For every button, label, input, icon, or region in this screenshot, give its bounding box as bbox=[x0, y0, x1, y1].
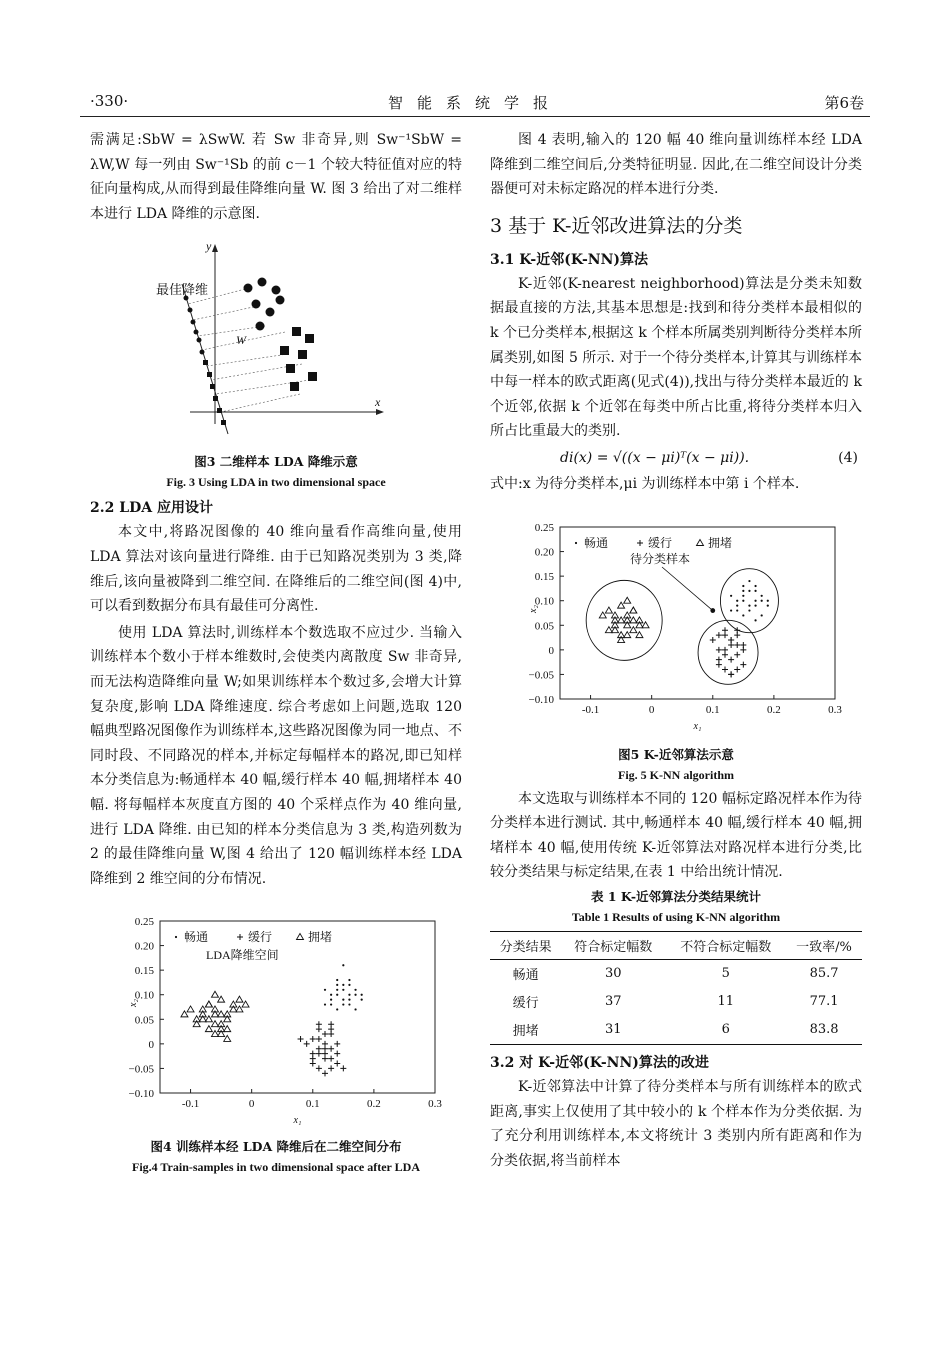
data-point bbox=[728, 637, 734, 643]
data-point bbox=[716, 646, 722, 652]
data-point bbox=[342, 989, 344, 991]
x-tick-label: -0.1 bbox=[181, 1098, 200, 1111]
data-point bbox=[316, 1036, 322, 1042]
figure-4-caption-en: Fig.4 Train-samples in two dimensional space after LDA bbox=[131, 1160, 420, 1175]
legend-label: 畅通 bbox=[184, 930, 209, 945]
data-point bbox=[754, 599, 756, 601]
paragraph: 需满足:SbW = λSwW. 若 Sw 非奇异,则 Sw⁻¹SbW = λW,W 每一列由 Sw⁻¹Sb 的前 c－1 个较大特征值对应的特征向量构成,从而得到最佳降维向量 W. 图 3 给出了对二维样本进行 LDA 降维的示意图. bbox=[90, 132, 462, 222]
data-point bbox=[742, 584, 744, 586]
y-tick-label: −0.05 bbox=[528, 668, 554, 681]
data-point bbox=[342, 964, 344, 966]
data-point bbox=[348, 979, 350, 981]
data-point bbox=[310, 1056, 316, 1062]
data-point bbox=[748, 604, 750, 606]
data-point bbox=[710, 637, 716, 643]
y-tick-label: 0.20 bbox=[534, 546, 554, 559]
data-point bbox=[348, 999, 350, 1001]
data-point bbox=[754, 589, 756, 591]
data-point bbox=[767, 604, 769, 606]
figure-5-chart bbox=[490, 519, 862, 741]
data-point bbox=[722, 666, 728, 672]
data-point bbox=[342, 1004, 344, 1006]
table-header: 分类结果 bbox=[490, 931, 561, 959]
cluster-circle-slow bbox=[698, 620, 758, 684]
y-tick-label: −0.10 bbox=[528, 693, 554, 706]
data-point bbox=[328, 1046, 334, 1052]
y-axis-label: x₂ bbox=[128, 999, 139, 1008]
data-point bbox=[736, 599, 738, 601]
data-point bbox=[330, 994, 332, 996]
legend-marker bbox=[237, 934, 243, 940]
table-cell: 畅通 bbox=[512, 968, 539, 984]
data-point bbox=[734, 641, 740, 647]
x-tick-label: 0.3 bbox=[828, 703, 842, 716]
fig3-label-best: 最佳降维 bbox=[156, 282, 209, 298]
data-point bbox=[336, 979, 338, 981]
legend-marker bbox=[637, 540, 643, 546]
data-point bbox=[304, 1041, 310, 1047]
figure-3 bbox=[90, 234, 462, 452]
right-column bbox=[490, 128, 862, 1173]
plot-frame bbox=[160, 921, 435, 1093]
data-point bbox=[754, 619, 756, 621]
y-tick-label: 0 bbox=[148, 1039, 154, 1052]
data-point bbox=[342, 999, 344, 1001]
data-point bbox=[354, 994, 356, 996]
data-point bbox=[324, 989, 326, 991]
table-cell: 缓行 bbox=[512, 996, 539, 1012]
data-point bbox=[754, 604, 756, 606]
annotation-arrow bbox=[662, 567, 713, 611]
figure-5-caption-cn: 图5 K-近邻算法示意 bbox=[618, 746, 734, 762]
figure-4 bbox=[90, 913, 462, 1131]
table-cell: 30 bbox=[605, 966, 622, 982]
table-header: 一致率/% bbox=[786, 931, 862, 959]
figure-3-diagram bbox=[90, 234, 462, 452]
table-row bbox=[490, 988, 862, 1016]
fig3-label-y: y bbox=[206, 239, 212, 254]
fig3-label-x: x bbox=[375, 395, 381, 410]
journal-title: 智能系统学报 bbox=[387, 94, 562, 112]
data-point bbox=[630, 607, 637, 613]
y-tick-label: −0.10 bbox=[128, 1088, 154, 1101]
data-point bbox=[348, 994, 350, 996]
figure-3-caption-cn: 图3 二维样本 LDA 降维示意 bbox=[194, 454, 358, 470]
data-point bbox=[716, 656, 722, 662]
data-point bbox=[348, 1004, 350, 1006]
data-point bbox=[728, 656, 734, 662]
data-point bbox=[748, 609, 750, 611]
data-point bbox=[322, 1071, 328, 1077]
y-tick-label: 0.10 bbox=[534, 595, 554, 608]
data-point bbox=[754, 584, 756, 586]
y-tick-label: 0.20 bbox=[134, 940, 154, 953]
data-point bbox=[361, 999, 363, 1001]
table-1-title-en: Table 1 Results of using K-NN algorithm bbox=[571, 909, 781, 924]
table-cell: 77.1 bbox=[809, 994, 839, 1010]
data-point bbox=[722, 627, 728, 633]
data-point bbox=[322, 1041, 328, 1047]
data-point bbox=[187, 1006, 194, 1012]
data-point bbox=[736, 609, 738, 611]
x-tick-label: 0.2 bbox=[367, 1098, 381, 1111]
data-point bbox=[212, 991, 219, 997]
data-point bbox=[316, 1066, 322, 1072]
data-point bbox=[361, 994, 363, 996]
paragraph: 图 4 表明,输入的 120 幅 40 维向量训练样本经 LDA 降维到二维空间后,分类特征明显. 因此,在二维空间设计分类器便可对未标定路况的样本进行分类. bbox=[490, 132, 862, 198]
equation-4-body: di(x) = √((x − μi)ᵀ(x − μi)). bbox=[560, 449, 750, 466]
data-point bbox=[742, 594, 744, 596]
paragraph: 本文中,将路况图像的 40 维向量看作高维向量,使用 LDA 算法对该向量进行降维. 由于已知路况类别为 3 类,降维后,该向量被降到二维空间. 在降维后的二维空间(图 4)中,可以看到数据分布具有最佳可分离性. bbox=[90, 524, 462, 615]
data-point bbox=[322, 1031, 328, 1037]
data-point bbox=[624, 597, 631, 603]
x-tick-label: 0.1 bbox=[705, 703, 720, 716]
y-tick-label: −0.05 bbox=[128, 1063, 154, 1076]
legend-label: 畅通 bbox=[584, 535, 609, 550]
table-header: 不符合标定幅数 bbox=[665, 931, 786, 959]
equation-4-number: (4) bbox=[838, 449, 858, 466]
y-tick-label: 0.05 bbox=[134, 1014, 154, 1027]
data-point bbox=[761, 594, 763, 596]
figure-5-caption-en: Fig. 5 K-NN algorithm bbox=[618, 767, 734, 782]
table-cell: 37 bbox=[605, 994, 622, 1010]
x-tick-label: 0.3 bbox=[428, 1098, 442, 1111]
data-point bbox=[722, 646, 728, 652]
x-tick-label: 0.1 bbox=[305, 1098, 320, 1111]
data-point bbox=[734, 666, 740, 672]
y-tick-label: 0.25 bbox=[134, 916, 154, 929]
equation-4 bbox=[490, 444, 862, 472]
table-1-title-cn: 表 1 K-近邻算法分类结果统计 bbox=[590, 888, 762, 904]
legend-marker bbox=[697, 539, 704, 545]
data-point bbox=[730, 594, 732, 596]
data-point bbox=[630, 607, 637, 613]
data-point bbox=[761, 614, 763, 616]
paragraph: K-近邻(K-nearest neighborhood)算法是分类未知数据最直接的方法,其基本思想是:找到和待分类样本最相似的 k 个已分类样本,根据这 k 个样本所属类别判断待分类样本所属类别,如图 5 所示. 对于一个待分类样本,计算其与训练样本中每一样本的欧式距离(见式(4)),找出与待分类样本最近的 k 个近邻,依据 k 个近邻在每类中所占比重,将待分类样本归入所占比重最大的类别. bbox=[490, 275, 862, 440]
data-point bbox=[330, 1004, 332, 1006]
left-column bbox=[90, 128, 462, 1177]
cluster-circle-congested bbox=[586, 580, 662, 660]
x-tick-label: 0 bbox=[248, 1098, 255, 1111]
fig3-label-w: W bbox=[236, 333, 246, 348]
legend-label: 缓行 bbox=[648, 535, 673, 550]
data-point bbox=[328, 1066, 334, 1072]
page-number: ·330· bbox=[90, 92, 129, 110]
cluster-circle-smooth bbox=[720, 568, 778, 632]
data-point bbox=[730, 609, 732, 611]
paragraph: K-近邻算法中计算了待分类样本与所有训练样本的欧式距离,事实上仅使用了其中较小的 k 个样本作为分类依据. 为了充分利用训练样本,本文将统计 3 类别内所有距离和作为分类依据,将当前样本 bbox=[490, 1078, 862, 1169]
section-2-2-heading: 2.2 LDA 应用设计 bbox=[90, 500, 213, 517]
data-point bbox=[354, 1009, 356, 1011]
table-cell: 11 bbox=[717, 994, 734, 1010]
data-point bbox=[316, 1021, 322, 1027]
paragraph: 式中:x 为待分类样本,μi 为训练样本中第 i 个样本. bbox=[490, 475, 800, 492]
figure-3-caption-en: Fig. 3 Using LDA in two dimensional space bbox=[166, 475, 386, 490]
data-point bbox=[748, 589, 750, 591]
data-point bbox=[740, 641, 746, 647]
data-point bbox=[298, 1036, 304, 1042]
table-row bbox=[490, 1016, 862, 1045]
data-point bbox=[205, 1001, 212, 1007]
data-point bbox=[205, 1001, 212, 1007]
legend-marker bbox=[297, 934, 304, 940]
data-point bbox=[716, 632, 722, 638]
data-point bbox=[316, 1046, 322, 1052]
data-point bbox=[761, 599, 763, 601]
plot-frame bbox=[560, 527, 835, 699]
section-3-heading: 3 基于 K-近邻改进算法的分类 bbox=[490, 214, 743, 237]
data-point bbox=[748, 579, 750, 581]
legend-label: 拥堵 bbox=[708, 535, 733, 550]
section-3-2-heading: 3.2 对 K-近邻(K-NN)算法的改进 bbox=[490, 1054, 709, 1071]
data-point bbox=[334, 1051, 340, 1057]
table-row bbox=[490, 959, 862, 988]
data-point bbox=[336, 984, 338, 986]
paragraph: 本文选取与训练样本不同的 120 幅标定路况样本作为待分类样本进行测试. 其中,畅通样本 40 幅,缓行样本 40 幅,拥堵样本 40 幅,使用传统 K-近邻算法对路况样本进行分类,比较分类结果与标定结果,在表 1 中给出统计情况. bbox=[490, 790, 862, 881]
paragraph: 使用 LDA 算法时,训练样本个数选取不应过少. 当输入训练样本个数小于样本维数时,会使类内离散度 Sw 非奇异,而无法构造降维向量 W;如果训练样本个数过多,会增大计算复杂度,影响 LDA 降维速度. 综合考虑如上问题,选取 120 幅典型路况图像作为训练样本,这些路况图像为同一地点、不同时段、不同路况的样本,并标定每幅样本的路况,即已知样本分类信息为:畅通样本 40 幅,缓行样本 40 幅,拥堵样本 40 幅. 将每幅样本灰度直方图的 40 个采样点作为 40 维向量,进行 LDA 降维. 由已知的样本分类信息为 3 类,构造列数为 2 的最佳降维向量 W,图 4 给出了 120 幅训练样本经 LDA 降维到 2 维空间的分布情况. bbox=[90, 624, 462, 887]
table-cell: 6 bbox=[665, 1016, 786, 1045]
x-tick-label: 0.2 bbox=[767, 703, 781, 716]
data-point bbox=[340, 1066, 346, 1072]
chart-annotation: LDA降维空间 bbox=[206, 948, 279, 963]
legend-label: 拥堵 bbox=[308, 930, 333, 945]
data-point bbox=[334, 1041, 340, 1047]
data-point bbox=[334, 1061, 340, 1067]
chart-annotation: 待分类样本 bbox=[630, 551, 691, 566]
x-tick-label: 0 bbox=[648, 703, 655, 716]
data-point bbox=[742, 614, 744, 616]
y-tick-label: 0.25 bbox=[534, 521, 554, 534]
table-header: 符合标定幅数 bbox=[561, 931, 665, 959]
data-point bbox=[742, 589, 744, 591]
legend-label: 缓行 bbox=[248, 930, 273, 945]
table-cell: 85.7 bbox=[809, 966, 839, 982]
table-cell: 31 bbox=[561, 1016, 665, 1045]
x-axis-label: x₁ bbox=[293, 1115, 302, 1127]
data-point bbox=[734, 651, 740, 657]
y-tick-label: 0.05 bbox=[534, 619, 554, 632]
section-3-1-heading: 3.1 K-近邻(K-NN)算法 bbox=[490, 251, 648, 268]
y-tick-label: 0 bbox=[548, 644, 554, 657]
data-point bbox=[328, 1056, 334, 1062]
data-point bbox=[342, 984, 344, 986]
legend-marker bbox=[175, 936, 177, 938]
data-point bbox=[336, 994, 338, 996]
data-point bbox=[728, 671, 734, 677]
y-tick-label: 0.15 bbox=[134, 965, 154, 978]
data-point bbox=[767, 599, 769, 601]
data-point bbox=[336, 1009, 338, 1011]
table-cell: 83.8 bbox=[786, 1016, 862, 1045]
table-cell: 拥堵 bbox=[490, 1016, 561, 1045]
y-axis-label: x₂ bbox=[528, 604, 539, 613]
data-point bbox=[354, 989, 356, 991]
data-point bbox=[322, 1051, 328, 1057]
legend-marker bbox=[575, 541, 577, 543]
data-point bbox=[605, 607, 612, 613]
data-point bbox=[736, 604, 738, 606]
table-1 bbox=[490, 931, 862, 1045]
figure-4-chart bbox=[90, 913, 462, 1131]
y-tick-label: 0.10 bbox=[134, 989, 154, 1002]
data-point bbox=[336, 989, 338, 991]
x-tick-label: -0.1 bbox=[581, 703, 600, 716]
data-point bbox=[330, 999, 332, 1001]
data-point bbox=[310, 1036, 316, 1042]
figure-4-caption-cn: 图4 训练样本经 LDA 降维后在二维空间分布 bbox=[150, 1139, 402, 1155]
page-header bbox=[80, 86, 870, 117]
data-point bbox=[328, 1026, 334, 1032]
y-tick-label: 0.15 bbox=[534, 570, 554, 583]
table-cell: 5 bbox=[721, 966, 730, 982]
data-point bbox=[348, 984, 350, 986]
data-point bbox=[236, 996, 243, 1002]
volume-label: 第6卷 bbox=[824, 94, 864, 112]
data-point bbox=[324, 1004, 326, 1006]
data-point bbox=[740, 661, 746, 667]
data-point bbox=[742, 599, 744, 601]
figure-5 bbox=[490, 519, 862, 741]
x-axis-label: x₁ bbox=[693, 720, 702, 732]
